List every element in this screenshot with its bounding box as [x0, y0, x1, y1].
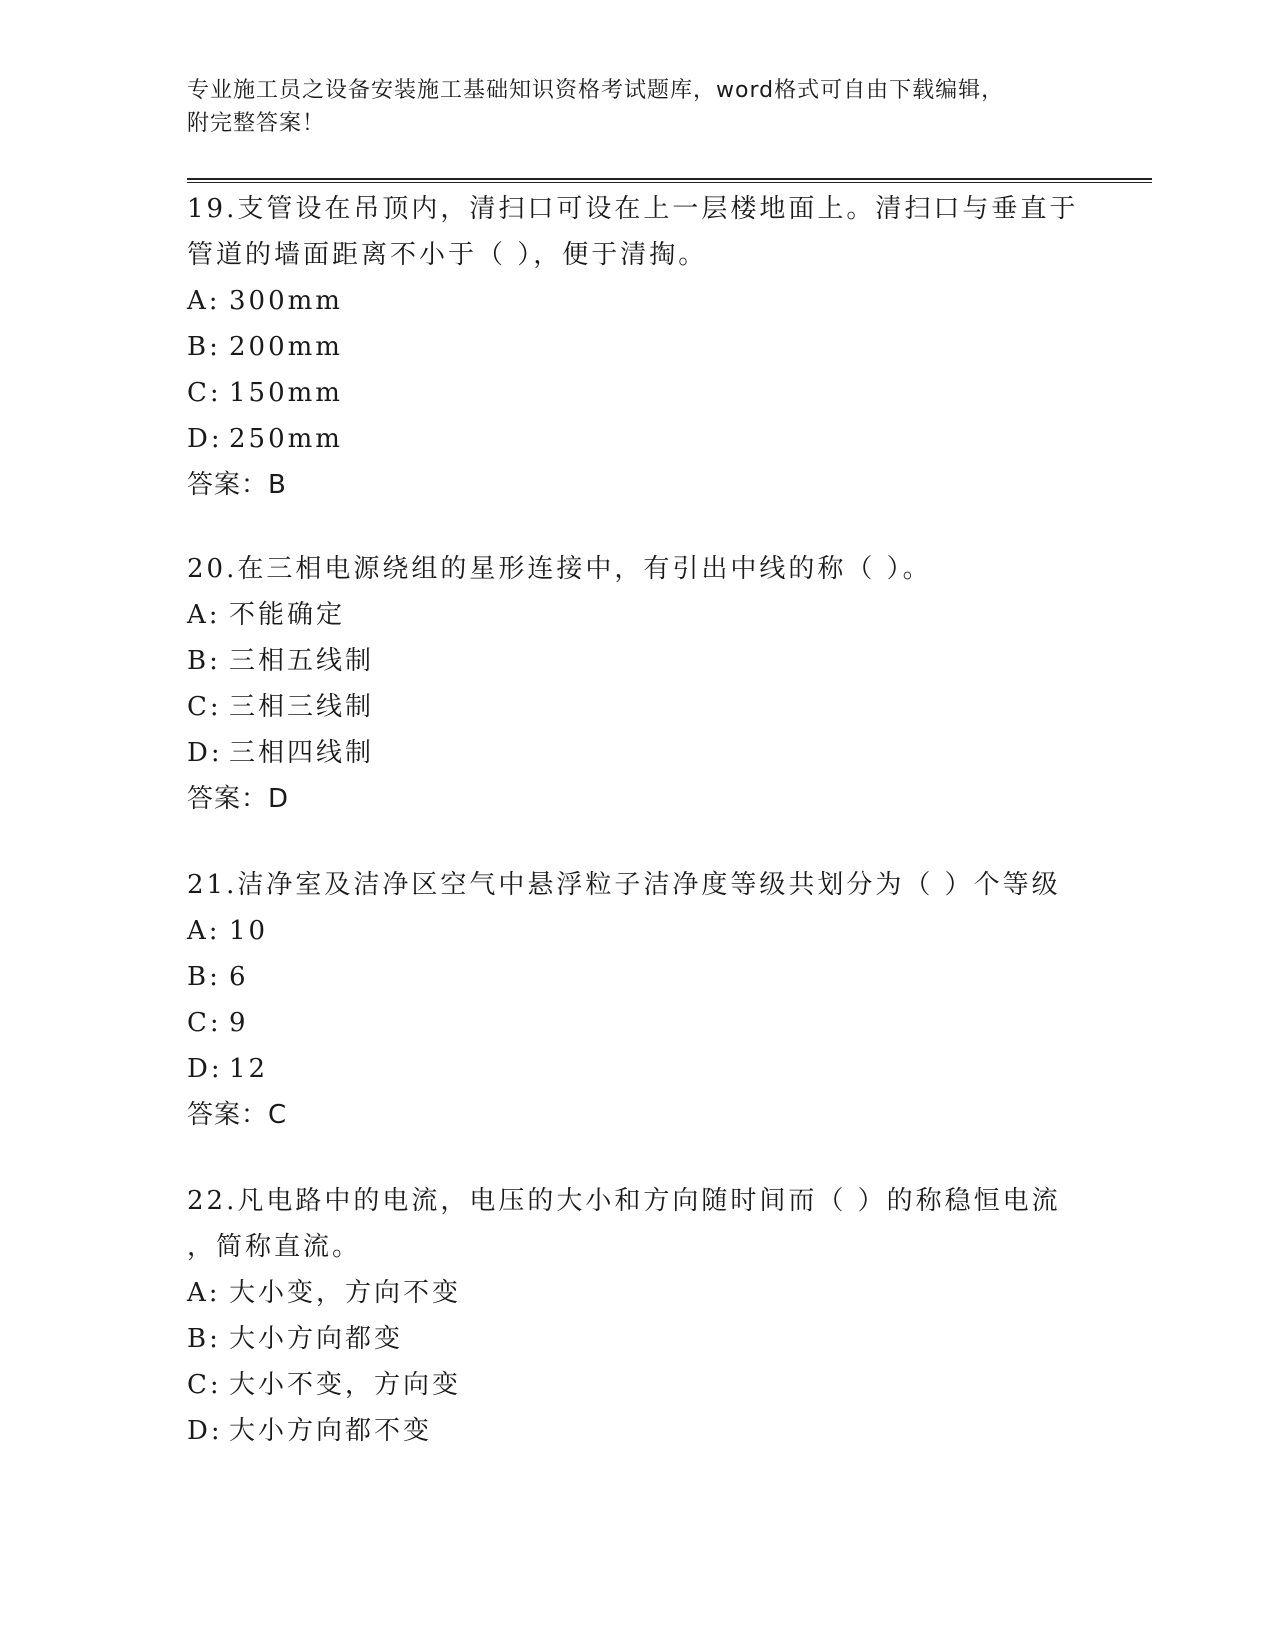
option-text: 三相四线制: [229, 738, 375, 768]
answer-line: 答案：D: [187, 784, 290, 814]
question-22: [187, 1178, 1087, 1454]
question-stem-line: 管道的墙面距离不小于（ ），便于清掏。: [187, 240, 708, 270]
option-text: 大小方向都不变: [229, 1416, 433, 1446]
option-letter: B:: [187, 962, 221, 992]
question-stem-line: 20.在三相电源绕组的星形连接中，有引出中线的称（ ）。: [187, 554, 932, 584]
option-text: 300mm: [229, 286, 343, 316]
option-letter: D:: [187, 424, 223, 454]
option-c: [187, 684, 1087, 730]
option-b: [187, 1316, 1087, 1362]
question-stem-line: 21.洁净室及洁净区空气中悬浮粒子洁净度等级共划分为（ ）个等级: [187, 870, 1061, 900]
option-letter: A:: [187, 1278, 221, 1308]
option-c: [187, 1362, 1087, 1408]
option-a: [187, 1270, 1087, 1316]
option-text: 250mm: [229, 424, 343, 454]
option-text: 不能确定: [229, 600, 346, 630]
option-a: [187, 908, 1087, 954]
question-stem-line: 19.支管设在吊顶内，清扫口可设在上一层楼地面上。清扫口与垂直于: [187, 194, 1079, 224]
option-letter: A:: [187, 286, 221, 316]
option-c: [187, 370, 1087, 416]
option-b: [187, 638, 1087, 684]
question-19: [187, 186, 1087, 508]
question-20: [187, 546, 1087, 822]
option-d: [187, 416, 1087, 462]
option-letter: A:: [187, 600, 221, 630]
header-line-1: 专业施工员之设备安装施工基础知识资格考试题库，word格式可自由下载编辑，: [187, 78, 1005, 103]
option-b: [187, 954, 1087, 1000]
option-b: [187, 324, 1087, 370]
option-letter: B:: [187, 1324, 221, 1354]
answer-line: 答案：B: [187, 470, 287, 500]
option-letter: C:: [187, 692, 222, 722]
option-text: 12: [229, 1054, 269, 1084]
option-text: 大小变，方向不变: [229, 1278, 462, 1308]
option-text: 10: [229, 916, 269, 946]
option-text: 大小不变，方向变: [229, 1370, 462, 1400]
option-c: [187, 1000, 1087, 1046]
option-letter: D:: [187, 1054, 223, 1084]
question-stem-line: ，简称直流。: [187, 1232, 362, 1262]
option-letter: B:: [187, 646, 221, 676]
option-text: 6: [229, 962, 249, 992]
answer-line: 答案：C: [187, 1100, 288, 1130]
question-stem-line: 22.凡电路中的电流，电压的大小和方向随时间而（ ）的称稳恒电流: [187, 1186, 1061, 1216]
option-letter: B:: [187, 332, 221, 362]
option-letter: C:: [187, 378, 222, 408]
option-text: 大小方向都变: [229, 1324, 404, 1354]
header-line-2: 附完整答案！: [187, 111, 326, 136]
option-a: [187, 592, 1087, 638]
option-d: [187, 1046, 1087, 1092]
option-letter: A:: [187, 916, 221, 946]
option-text: 200mm: [229, 332, 343, 362]
option-text: 三相三线制: [229, 692, 375, 722]
option-d: [187, 730, 1087, 776]
option-letter: C:: [187, 1370, 222, 1400]
header-divider: [187, 178, 1152, 183]
option-letter: C:: [187, 1008, 222, 1038]
option-text: 9: [229, 1008, 249, 1038]
option-text: 150mm: [229, 378, 343, 408]
question-21: [187, 862, 1087, 1138]
option-d: [187, 1408, 1087, 1454]
document-header: [187, 74, 1087, 140]
option-letter: D:: [187, 1416, 223, 1446]
option-letter: D:: [187, 738, 223, 768]
option-a: [187, 278, 1087, 324]
option-text: 三相五线制: [229, 646, 375, 676]
